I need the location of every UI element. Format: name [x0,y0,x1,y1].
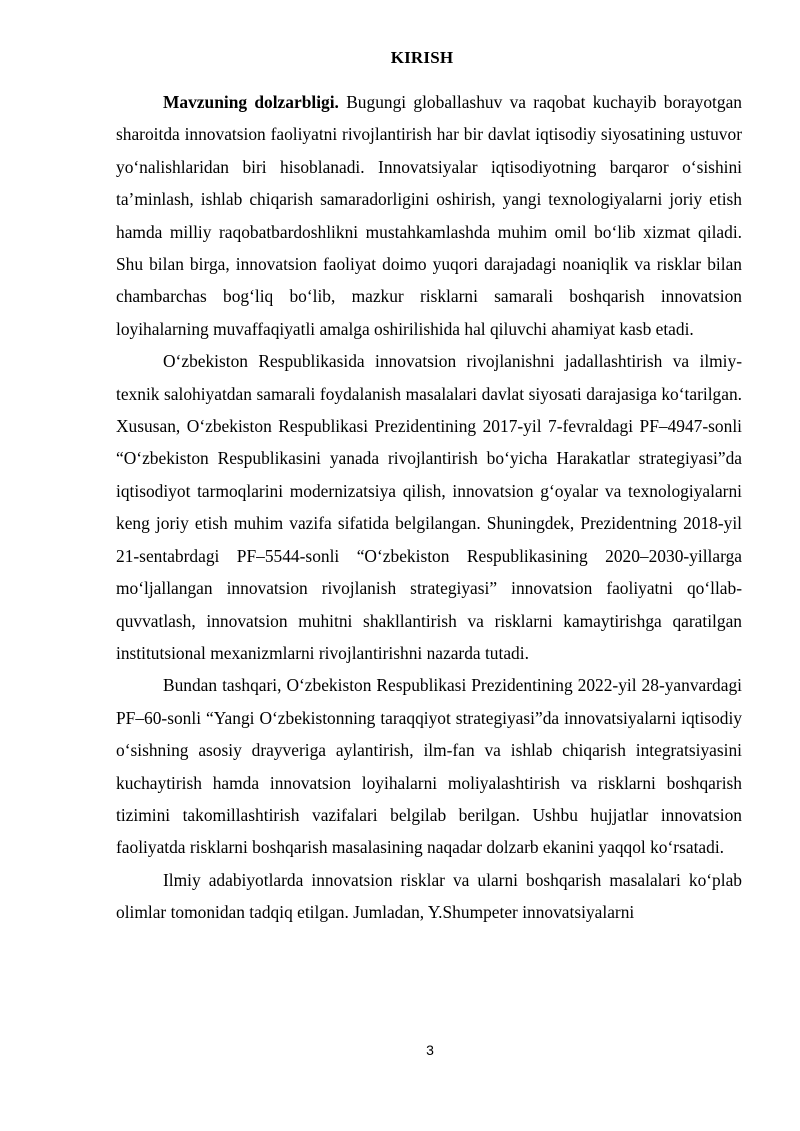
paragraph-text: Ilmiy adabiyotlarda innovatsion risklar va ularni boshqarish masalalari ko‘plab olimlar tomonidan tadqiq etilgan. Jumladan, Y.Shumpeter innovatsiyalarni [116,869,742,923]
paragraph-text: Bundan tashqari, O‘zbekiston Respublikasi Prezidentining 2022-yil 28-yanvardagi PF–60-sonli “Yangi O‘zbekistonning taraqqiyot strategiyasi”da innovatsiyalarni iqtisodiy o‘sishning asosiy drayveriga aylantirish, ilm-fan va ishlab chiqarish integratsiyasini kuchaytirish hamda innovatsion loyihalarni moliyalashtirish va risklarni boshqarish tizimini takomillashtirish vazifalari belgilab berilgan. Ushbu hujjatlar innovatsion faoliyatda risklarni boshqarish masalasining naqadar dolzarb ekanini yaqqol ko‘rsatadi. [116,675,742,858]
paragraph-lead: Mavzuning dolzarbligi. [163,92,339,112]
paragraph-relevance [116,86,742,345]
paragraph-text: O‘zbekiston Respublikasida innovatsion rivojlanishni jadallashtirish va ilmiy-texnik salohiyatdan samarali foydalanish masalalari davlat siyosati darajasiga ko‘tarilgan. Xususan, O‘zbekiston Respublikasi Prezidentining 2017-yil 7-fevraldagi PF–4947-sonli “O‘zbekiston Respublikasini yanada rivojlantirish bo‘yicha Harakatlar strategiyasi”da iqtisodiyot tarmoqlarini modernizatsiya qilish, innovatsion g‘oyalar va texnologiyalarni keng joriy etish muhim vazifa sifatida belgilangan. Shuningdek, Prezidentning 2018-yil 21-sentabrdagi PF–5544-sonli “O‘zbekiston Respublikasining 2020–2030-yillarga mo‘ljallangan innovatsion rivojlanish strategiyasi” innovatsion faoliyatni qo‘llab-quvvatlash, innovatsion muhitni shakllantirish va risklarni kamaytirishga qaratilgan institutsional mexanizmlarni rivojlantirishni nazarda tutadi. [116,351,742,663]
body-text [116,86,742,929]
page-number: 3 [426,1042,434,1058]
section-heading: KIRISH [390,48,454,67]
paragraph-literature [116,864,742,929]
paragraph-strategy [116,669,742,863]
paragraph-text: Bugungi globallashuv va raqobat kuchayib borayotgan sharoitda innovatsion faoliyatni rivojlantirish har bir davlat iqtisodiy siyosatining ustuvor yo‘nalishlaridan biri hisoblanadi. Innovatsiyalar iqtisodiyotning barqaror o‘sishini ta’minlash, ishlab chiqarish samaradorligini oshirish, yangi texnologiyalarni joriy etish hamda milliy raqobatbardoshlikni mustahkamlashda muhim omil bo‘lib xizmat qiladi. Shu bilan birga, innovatsion faoliyat doimo yuqori darajadagi noaniqlik va risklar bilan chambarchas bog‘liq bo‘lib, mazkur risklarni samarali boshqarish innovatsion loyihalarning muvaffaqiyatli amalga oshirilishida hal qiluvchi ahamiyat kasb etadi. [116,92,742,339]
paragraph-legislation [116,345,742,669]
